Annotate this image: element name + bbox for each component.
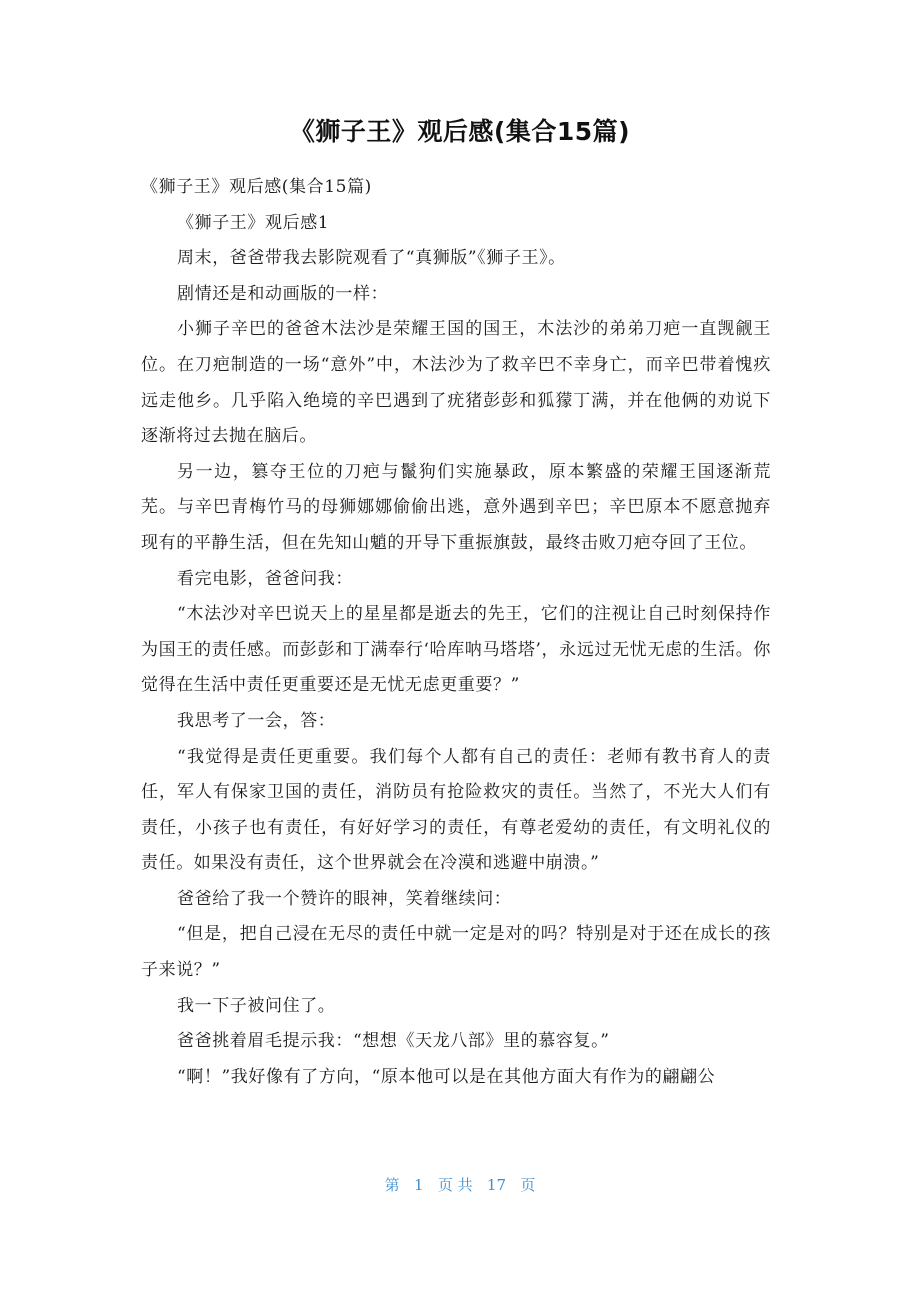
paragraph: 剧情还是和动画版的一样：	[177, 283, 389, 304]
current-page-number: 1	[413, 1176, 424, 1194]
paragraph: “但是，把自己浸在无尽的责任中就一定是对的吗？特别是对于还在成长的孩子来说？”	[141, 924, 771, 981]
section-heading: 《狮子王》观后感1	[177, 212, 330, 233]
paragraph: 另一边，篡夺王位的刀疤与鬣狗们实施暴政，原本繁盛的荣耀王国逐渐荒芜。与辛巴青梅竹马的母狮娜娜偷偷出逃，意外遇到辛巴；辛巴原本不愿意抛弃现有的平静生活，但在先知山魈的开导下重振旗鼓，最终击败刀疤夺回了王位。	[141, 461, 771, 553]
footer-suffix: 页	[520, 1176, 536, 1194]
paragraph: 看完电影，爸爸问我：	[177, 568, 353, 589]
paragraph: 小狮子辛巴的爸爸木法沙是荣耀王国的国王，木法沙的弟弟刀疤一直觊觎王位。在刀疤制造的一场“意外”中，木法沙为了救辛巴不幸身亡，而辛巴带着愧疚远走他乡。几乎陷入绝境的辛巴遇到了疣猪彭彭和狐獴丁满，并在他俩的劝说下逐渐将过去抛在脑后。	[141, 319, 771, 447]
paragraph: 爸爸挑着眉毛提示我：“想想《天龙八部》里的慕容复。”	[177, 1031, 610, 1052]
document-title: 《狮子王》观后感(集合15篇)	[289, 117, 631, 146]
paragraph: 我思考了一会，答：	[177, 710, 336, 731]
paragraph: 爸爸给了我一个赞许的眼神，笑着继续问：	[177, 888, 512, 909]
footer-prefix: 第	[384, 1176, 400, 1194]
document-body	[141, 170, 771, 1095]
paragraph: 我一下子被问住了。	[177, 995, 336, 1016]
total-pages-number: 17	[486, 1176, 507, 1194]
paragraph: “我觉得是责任更重要。我们每个人都有自己的责任：老师有教书育人的责任，军人有保家卫国的责任，消防员有抢险救灾的责任。当然了，不光大人们有责任，小孩子也有责任，有好好学习的责任，有尊老爱幼的责任，有文明礼仪的责任。如果没有责任，这个世界就会在冷漠和逃避中崩溃。”	[141, 746, 771, 874]
paragraph: “木法沙对辛巴说天上的星星都是逝去的先王，它们的注视让自己时刻保持作为国王的责任感。而彭彭和丁满奉行‘哈库呐马塔塔’，永远过无忧无虑的生活。你觉得在生活中责任更重要还是无忧无虑更重要？”	[141, 604, 771, 696]
page-footer	[0, 1174, 920, 1195]
paragraph: 周末，爸爸带我去影院观看了“真狮版”《狮子王》。	[177, 248, 566, 269]
footer-middle: 页 共	[437, 1176, 473, 1194]
paragraph: 《狮子王》观后感(集合15篇)	[141, 177, 372, 197]
paragraph: “啊！”我好像有了方向，“原本他可以是在其他方面大有作为的翩翩公	[177, 1066, 716, 1087]
